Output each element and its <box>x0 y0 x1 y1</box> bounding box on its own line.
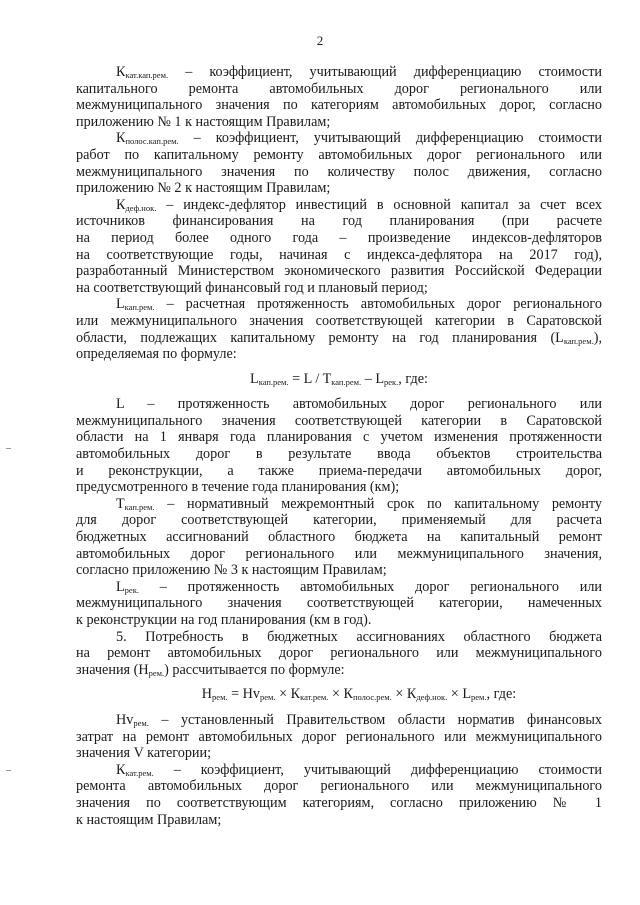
paragraph-line: на соответствующий финансовый год и плановый период; <box>76 279 428 296</box>
paragraph-line: значения по соответствующим категориям, согласно приложению № 1 <box>76 794 602 811</box>
paragraph-line: L – протяженность автомобильных дорог регионального или <box>116 396 602 413</box>
paragraph-line: бюджетных ассигнований областного бюджета на капитальный ремонт <box>76 529 602 546</box>
formula-lkaprem: $L_{кап.рем.} = L / T_{кап.рем.} - L_{рек.}$, где: <box>250 370 428 387</box>
paragraph-line: на период более одного года – произведение индексов-дефляторов <box>76 229 602 246</box>
document-body <box>76 64 602 828</box>
paragraph-line: определяемая по формуле: <box>76 346 237 363</box>
paragraph-line: автомобильных дорог в результате ввода объектов строительства <box>76 446 602 463</box>
paragraph-line: $L_{рек.}$ – протяженность автомобильных дорог регионального или <box>116 578 602 595</box>
formula-nrem: $Н_{рем.} = Нv_{рем.} \times К_{кат.рем.} \times К_{полос.рем.} \times К_{деф.нок.} \times L_{рем.}$, где: <box>201 686 517 703</box>
paragraph-line: значения $(Н_{рем.})$ рассчитывается по формуле: <box>76 661 345 678</box>
paragraph-line: области, подлежащих капитальному ремонту на год планирования $(L_{кап.рем.})$, <box>76 329 602 346</box>
paragraph-line: работ по капитальному ремонту автомобильных дорог регионального или <box>76 146 602 163</box>
paragraph-line: к реконструкции на год планирования (км в год). <box>76 612 372 628</box>
paragraph-line: межмуниципального значения по категориям автомобильных дорог, согласно <box>76 97 602 114</box>
paragraph-line: 5. Потребность в бюджетных ассигнованиях областного бюджета <box>116 628 602 645</box>
paragraph-line: $Нv_{рем.}$ – установленный Правительством области норматив финансовых <box>116 711 602 728</box>
page-number: 2 <box>316 33 324 48</box>
paragraph-line: источников финансирования на год планирования (при расчете <box>76 213 602 230</box>
paragraph-line: ремонта автомобильных дорог регионального или межмуниципального <box>76 778 602 795</box>
paragraph-line: межмуниципального значения соответствующей категории в Саратовской <box>76 412 602 429</box>
margin-mark <box>6 448 11 449</box>
paragraph-line: автомобильных дорог регионального или межмуниципального значения, <box>76 545 602 562</box>
paragraph-line: значения V категории; <box>76 745 212 762</box>
paragraph-line: $К_{кат.рем.}$ – коэффициент, учитывающий дифференциацию стоимости <box>116 761 602 778</box>
paragraph-line: капитального ремонта автомобильных дорог регионального или <box>76 80 602 97</box>
paragraph-line: на соответствующие годы, начиная с индекса-дефлятора на 2017 год), <box>76 246 602 263</box>
paragraph-line: $К_{кат.кап.рем.}$ – коэффициент, учитывающий дифференциацию стоимости <box>116 64 602 80</box>
paragraph-line: затрат на ремонт автомобильных дорог регионального или межмуниципального <box>76 728 602 745</box>
paragraph-line: межмуниципального значения по количеству полос движения, согласно <box>76 163 602 180</box>
paragraph-line: на ремонт автомобильных дорог регионального или межмуниципального <box>76 645 602 662</box>
paragraph-line: приложению № 1 к настоящим Правилам; <box>76 113 331 130</box>
paragraph-line: $T_{кап.рем.}$ – нормативный межремонтный срок по капитальному ремонту <box>116 495 602 512</box>
paragraph-line: и реконструкции, а также приема-передачи автомобильных дорог, <box>76 462 602 479</box>
paragraph-line: $К_{деф.нок.}$ – индекс-дефлятор инвестиций в основной капитал за счет всех <box>116 196 602 213</box>
paragraph-line: межмуниципального значения соответствующей категории, намеченных <box>76 595 602 612</box>
paragraph-line: $К_{полос.кап.рем.}$ – коэффициент, учитывающий дифференциацию стоимости <box>116 130 602 147</box>
paragraph-line: для дорог соответствующей категории, применяемый для расчета <box>76 512 602 529</box>
paragraph-line: к настоящим Правилам; <box>76 811 222 828</box>
paragraph-line: приложению № 2 к настоящим Правилам; <box>76 180 331 197</box>
margin-mark <box>6 770 11 771</box>
paragraph-line: согласно приложению № 3 к настоящим Правилам; <box>76 562 387 579</box>
paragraph-line: области на 1 января года планирования с учетом изменения протяженности <box>76 429 602 446</box>
paragraph-line: разработанный Министерством экономического развития Российской Федерации <box>76 263 602 280</box>
paragraph-line: предусмотренного в течение года планирования (км); <box>76 479 400 496</box>
paragraph-line: $L_{кап.рем.}$ – расчетная протяженность автомобильных дорог регионального <box>116 296 602 313</box>
paragraph-line: или межмуниципального значения соответствующей категории в Саратовской <box>76 312 602 329</box>
